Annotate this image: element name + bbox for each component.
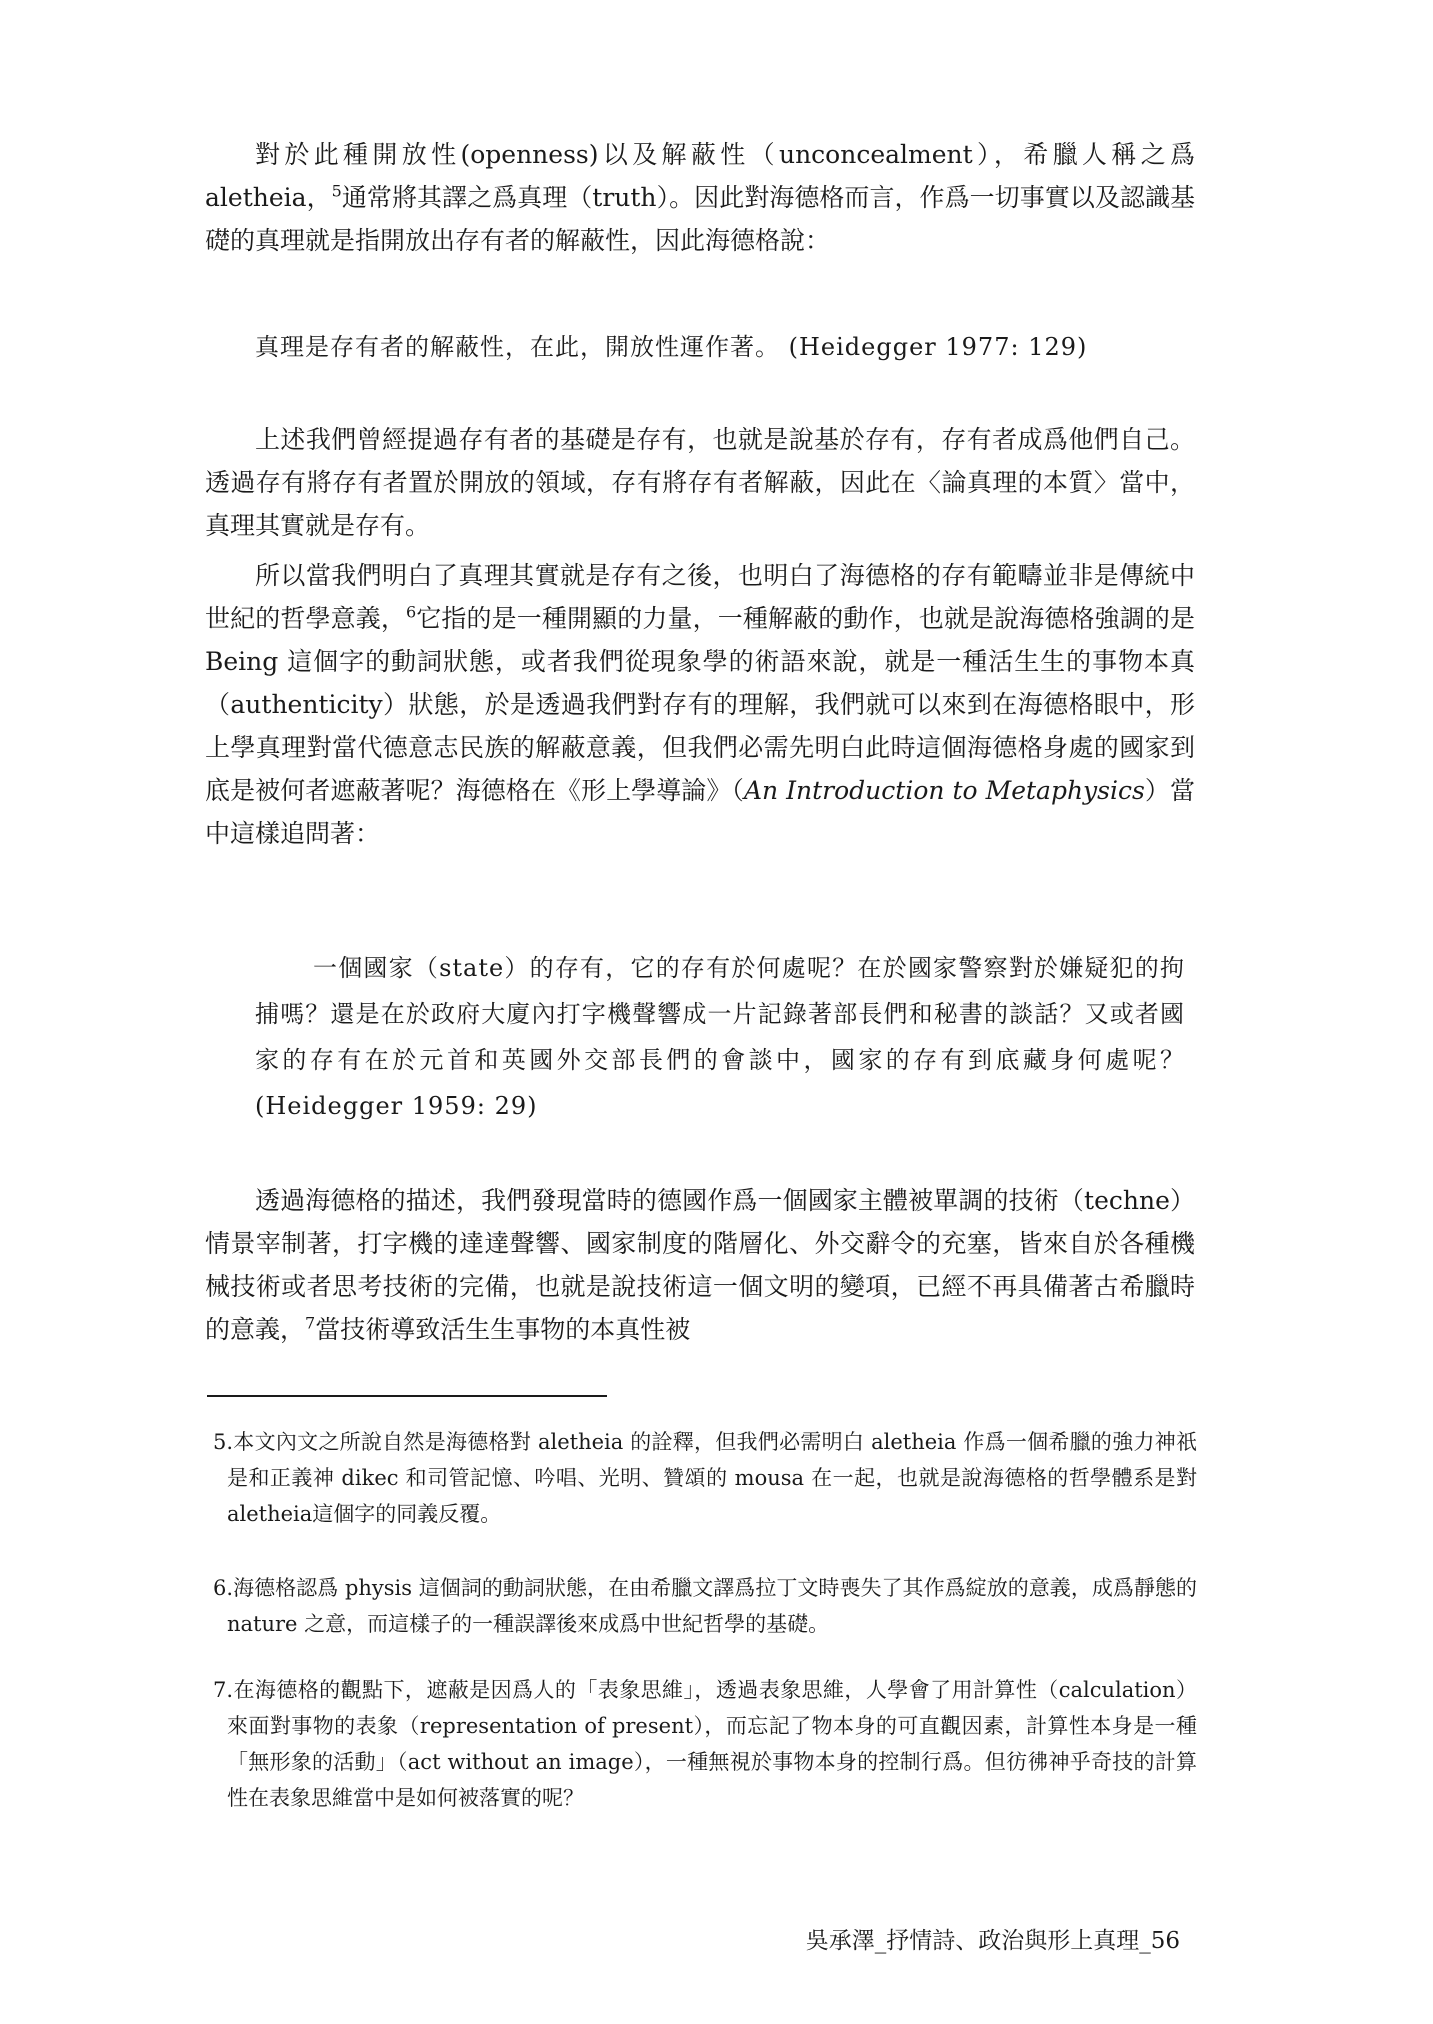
paragraph-1-text-a: 對於此種開放性(openness)以及解蔽性（unconcealment），希臘人稱之爲 aletheia， (205, 140, 1195, 212)
paragraph-4-text-b: 當技術導致活生生事物的本真性被 (315, 1315, 691, 1344)
footnote-divider (207, 1395, 607, 1397)
footnote-6: 6.海德格認爲 physis 這個詞的動詞狀態，在由希臘文譯爲拉丁文時喪失了其作爲綻放的意義，成爲靜態的 nature 之意，而這樣子的一種誤譯後來成爲中世紀哲學的基礎。 (213, 1576, 1197, 1636)
footnote-5: 5.本文內文之所說自然是海德格對 aletheia 的詮釋，但我們必需明白 aletheia 作爲一個希臘的強力神祇是和正義神 dikec 和司管記憶、吟唱、光明、贊頌的 mousa 在一起，也就是說海德格的哲學體系是對 aletheia這個字的同義反覆。 (213, 1430, 1197, 1526)
footnote-7: 7.在海德格的觀點下，遮蔽是因爲人的「表象思維」，透過表象思維，人學會了用計算性（calculation）來面對事物的表象（representation of present），而忘記了物本身的可直觀因素，計算性本身是一種「無形象的活動」（act without an image），一種無視於事物本身的控制行爲。但彷彿神乎奇技的計算性在表象思維當中是如何被落實的呢？ (213, 1678, 1197, 1810)
footnote-ref-5[interactable]: 5 (331, 181, 342, 201)
block-quote-1: 真理是存有者的解蔽性，在此，開放性運作著。 (Heidegger 1977: 129) (255, 333, 1088, 361)
paragraph-2: 上述我們曾經提過存有者的基礎是存有，也就是說基於存有，存有者成爲他們自己。透過存有將存有者置於開放的領域，存有將存有者解蔽，因此在〈論真理的本質〉當中，真理其實就是存有。 (205, 425, 1195, 540)
paragraph-4 (205, 1179, 1195, 1351)
paragraph-1-text-b: 通常將其譯之爲真理（truth）。因此對海德格而言，作爲一切事實以及認識基礎的真理就是指開放出存有者的解蔽性，因此海德格說： (205, 183, 1195, 255)
paragraph-3-text-a: 所以當我們明白了真理其實就是存有之後，也明白了海德格的存有範疇並非是傳統中世紀的哲學意義， (205, 561, 1195, 633)
footnote-ref-7[interactable]: 7 (305, 1313, 316, 1333)
page-footer: 吳承澤_抒情詩、政治與形上真理_56 (805, 1928, 1180, 1954)
book-title: An Introduction to Metaphysics (743, 776, 1145, 805)
paragraph-4-text-a: 透過海德格的描述，我們發現當時的德國作爲一個國家主體被單調的技術（techne）情景宰制著，打字機的達達聲響、國家制度的階層化、外交辭令的充塞，皆來自於各種機械技術或者思考技術的完備，也就是說技術這一個文明的變項，已經不再具備著古希臘時的意義， (205, 1186, 1195, 1344)
footnote-ref-6[interactable]: 6 (405, 602, 417, 622)
paragraph-3 (205, 554, 1195, 855)
block-quote-2: 一個國家（state）的存有，它的存有於何處呢？在於國家警察對於嫌疑犯的拘捕嗎？還是在於政府大廈內打字機聲響成一片記錄著部長們和秘書的談話？又或者國家的存有在於元首和英國外交部長們的會談中，國家的存有到底藏身何處呢？ (Heidegger 1959: 29) (255, 954, 1185, 1120)
paragraph-1 (205, 133, 1195, 262)
paragraph-3-text-c: ）當中這樣追問著： (205, 776, 1195, 848)
paragraph-3-text-b: 它指的是一種開顯的力量，一種解蔽的動作，也就是說海德格強調的是 Being 這個字的動詞狀態，或者我們從現象學的術語來說，就是一種活生生的事物本真（authenticity）狀態，於是透過我們對存有的理解，我們就可以來到在海德格眼中，形上學真理對當代德意志民族的解蔽意義，但我們必需先明白此時這個海德格身處的國家到底是被何者遮蔽著呢？海德格在《形上學導論》（ (205, 604, 1195, 805)
